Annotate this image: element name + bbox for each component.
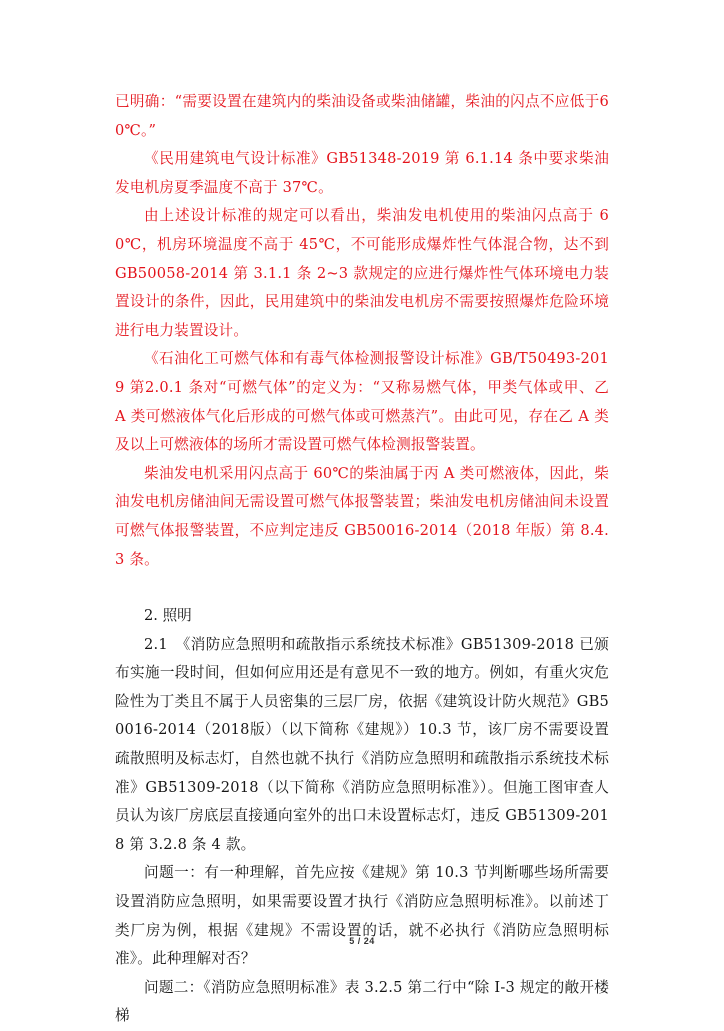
paragraph-question-two: 问题二：《消防应急照明标准》表 3.2.5 第二行中“除 I-3 规定的敞开楼梯 xyxy=(115,978,609,1025)
section-heading-lighting: 2. 照明 xyxy=(144,607,192,625)
paragraph-2-1-background: 2.1 《消防应急照明和疏散指示系统技术标准》GB51309-2018 已颁布实施一段时间，但如何应用还是有意见不一致的地方。例如，有重火灾危险性为丁类且不属于人员密集的三层厂房，依据《建筑设计防火规范》GB50016-2014（2018版）（以下简称《建规》）10.3 节，该厂房不需要设置疏散照明及标志灯，自然也就不执行《消防应急照明和疏散指示系统技术标准》GB51309-2018（以下简称《消防应急照明标准》）。但施工图审查人员认为该厂房底层直接通向室外的出口未设置标志灯，违反 GB51309-2018 第 3.2.8 条 4 款。 xyxy=(115,635,609,853)
paragraph-explosion-analysis: 由上述设计标准的规定可以看出，柴油发电机使用的柴油闪点高于 60℃，机房环境温度不高于 45℃，不可能形成爆炸性气体混合物，达不到 GB50058-2014 第 3.1.1 条 2~3 款规定的应进行爆炸性气体环境电力装置设计的条件，因此，民用建筑中的柴油发电机房不需要按照爆炸危险环境进行电力装置设计。 xyxy=(115,207,609,339)
paragraph-combustible-gas-definition: 《石油化工可燃气体和有毒气体检测报警设计标准》GB/T50493-2019 第2.0.1 条对“可燃气体”的定义为：“又称易燃气体，甲类气体或甲、乙 A 类可燃液体气化后形成的可燃气体或可燃蒸汽”。由此可见，存在乙 A 类及以上可燃液体的场所才需设置可燃气体检测报警装置。 xyxy=(115,350,609,454)
paragraph-diesel-conclusion: 柴油发电机采用闪点高于 60℃的柴油属于丙 A 类可燃液体，因此，柴油发电机房储油间无需设置可燃气体报警装置；柴油发电机房储油间未设置可燃气体报警装置，不应判定违反 GB50016-2014（2018 年版）第 8.4.3 条。 xyxy=(115,464,609,568)
page-content xyxy=(115,88,609,1031)
paragraph-flash-point-requirement: 已明确：“需要设置在建筑内的柴油设备或柴油储罐，柴油的闪点不应低于60℃。” xyxy=(115,93,609,139)
paragraph-gb51348-temperature: 《民用建筑电气设计标准》GB51348-2019 第 6.1.14 条中要求柴油发电机房夏季温度不高于 37℃。 xyxy=(115,150,609,196)
page-number: 5 / 24 xyxy=(349,936,375,946)
paragraph-question-one: 问题一：有一种理解，首先应按《建规》第 10.3 节判断哪些场所需要设置消防应急照明，如果需要设置才执行《消防应急照明标准》。以前述丁类厂房为例，根据《建规》不需设置的话，就不必执行《消防应急照明标准》。此种理解对否？ xyxy=(115,864,609,968)
section-spacer xyxy=(115,574,609,602)
